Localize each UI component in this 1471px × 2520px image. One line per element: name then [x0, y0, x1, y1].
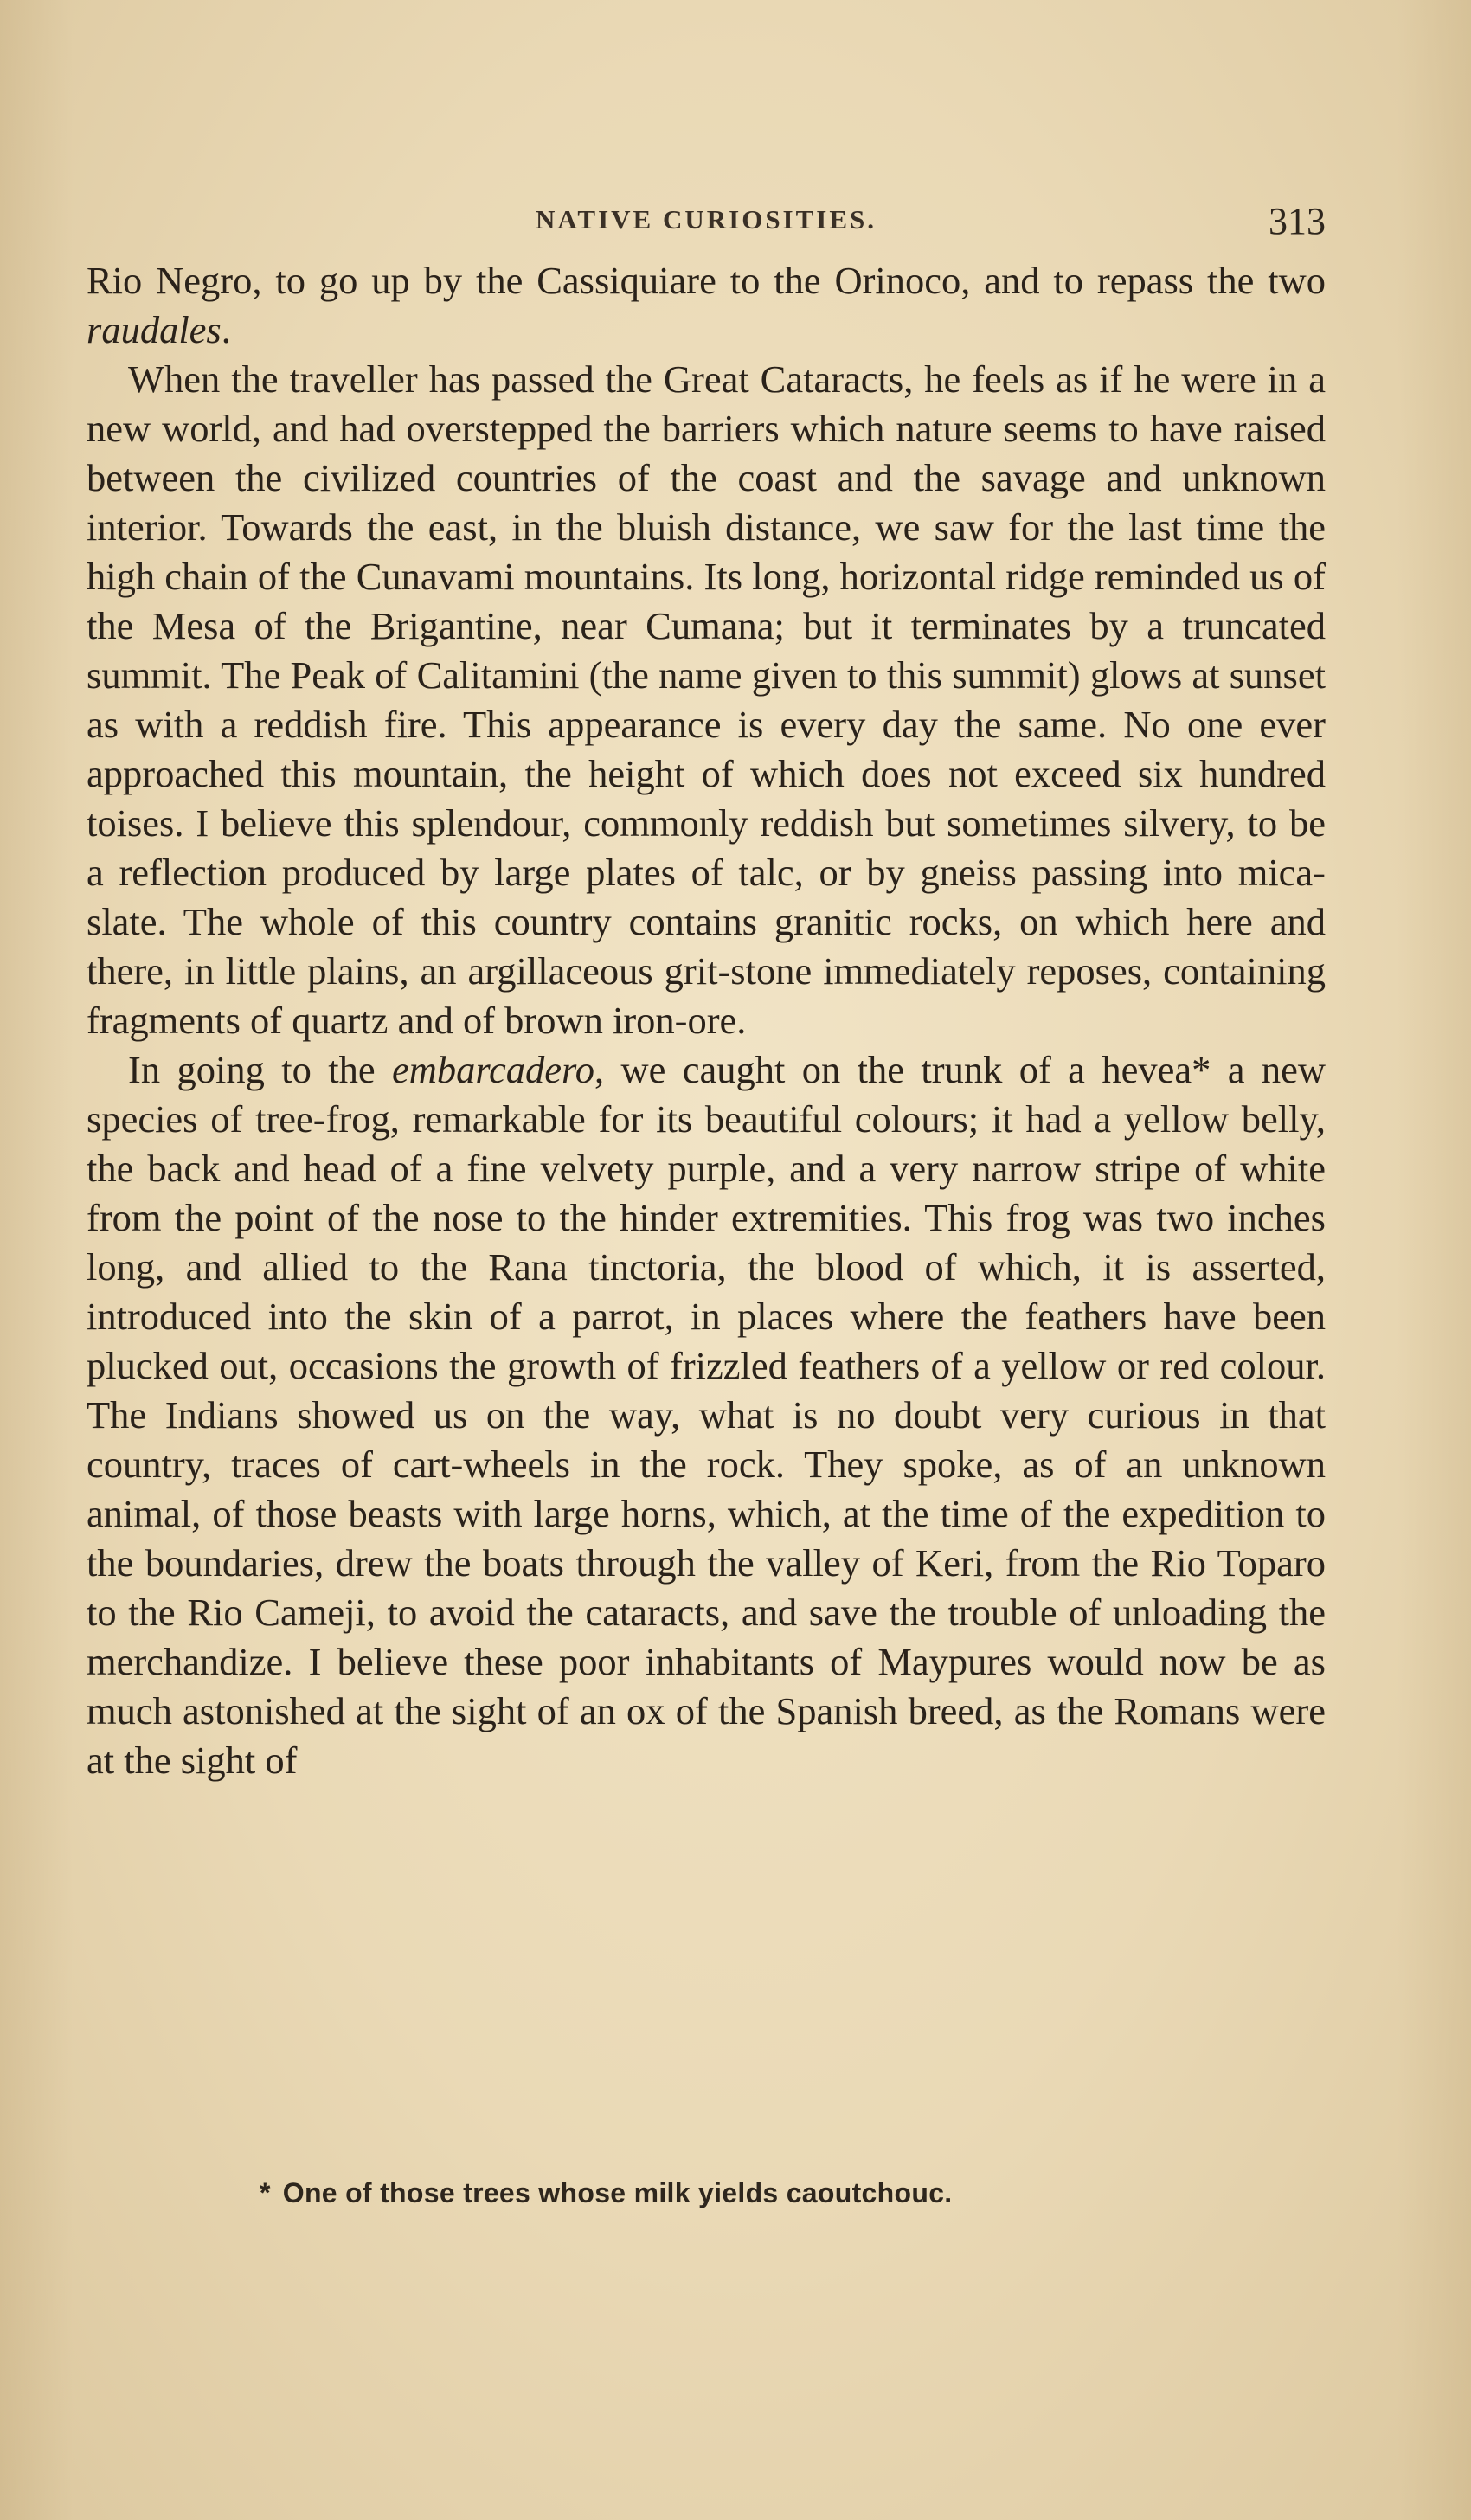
running-head	[87, 200, 1326, 256]
running-title: NATIVE CURIOSITIES.	[535, 204, 877, 235]
paragraph-embarcadero	[87, 1045, 1326, 1785]
italic-raudales: raudales	[87, 308, 222, 351]
paragraph-1-text: Rio Negro, to go up by the Cassiquiare to the Orinoco, and to repass the two	[87, 259, 1326, 302]
paragraph-great-cataracts: When the traveller has passed the Great Cataracts, he feels as if he were in a new world, and had overstepped the barriers which nature seems to have raised between the civilized countries of the coast and the savage and unknown interior. Towards the east, in the bluish distance, we saw for the last time the high chain of the Cunavami mountains. Its long, horizontal ridge reminded us of the Mesa of the Brigantine, near Cumana; but it terminates by a truncated summit. The Peak of Calitamini (the name given to this summit) glows at sunset as with a reddish fire. This appearance is every day the same. No one ever approached this mountain, the height of which does not exceed six hundred toises. I believe this splendour, commonly reddish but sometimes silvery, to be a reflection produced by large plates of talc, or by gneiss passing into mica-slate. The whole of this country contains granitic rocks, on which here and there, in little plains, an argillaceous grit-stone immediately reposes, containing fragments of quartz and of brown iron-ore.	[87, 357, 1326, 1042]
paragraph-3-start: In going to the	[128, 1048, 392, 1091]
paragraph-3-rest: , we caught on the trunk of a hevea* a new species of tree-frog, remarkable for its beautiful colours; it had a yellow belly, the back and head of a fine velvety purple, and a very narrow stripe of white from the point of the nose to the hinder extremities. This frog was two inches long, and allied to the Rana tinctoria, the blood of which, it is asserted, introduced into the skin of a parrot, in places where the feathers have been plucked out, occasions the growth of frizzled feathers of a yellow or red colour. The Indians showed us on the way, what is no doubt very curious in that country, traces of cart-wheels in the rock. They spoke, as of an unknown animal, of those beasts with large horns, which, at the time of the expedition to the boundaries, drew the boats through the valley of Keri, from the Rio Toparo to the Rio Cameji, to avoid the cataracts, and save the trouble of unloading the merchandize. I believe these poor inhabitants of Maypures would now be as much astonished at the sight of an ox of the Spanish breed, as the Romans were at the sight of	[87, 1048, 1326, 1782]
page-number: 313	[1269, 200, 1326, 242]
footnote-text: One of those trees whose milk yields caoutchouc.	[282, 2177, 953, 2208]
italic-embarcadero: embarcadero	[391, 1048, 594, 1091]
footnote	[260, 2177, 1211, 2209]
paragraph-continued	[87, 256, 1326, 355]
paragraph-1-end: .	[221, 308, 231, 351]
body-text	[87, 256, 1326, 1785]
footnote-marker: *	[260, 2177, 271, 2208]
